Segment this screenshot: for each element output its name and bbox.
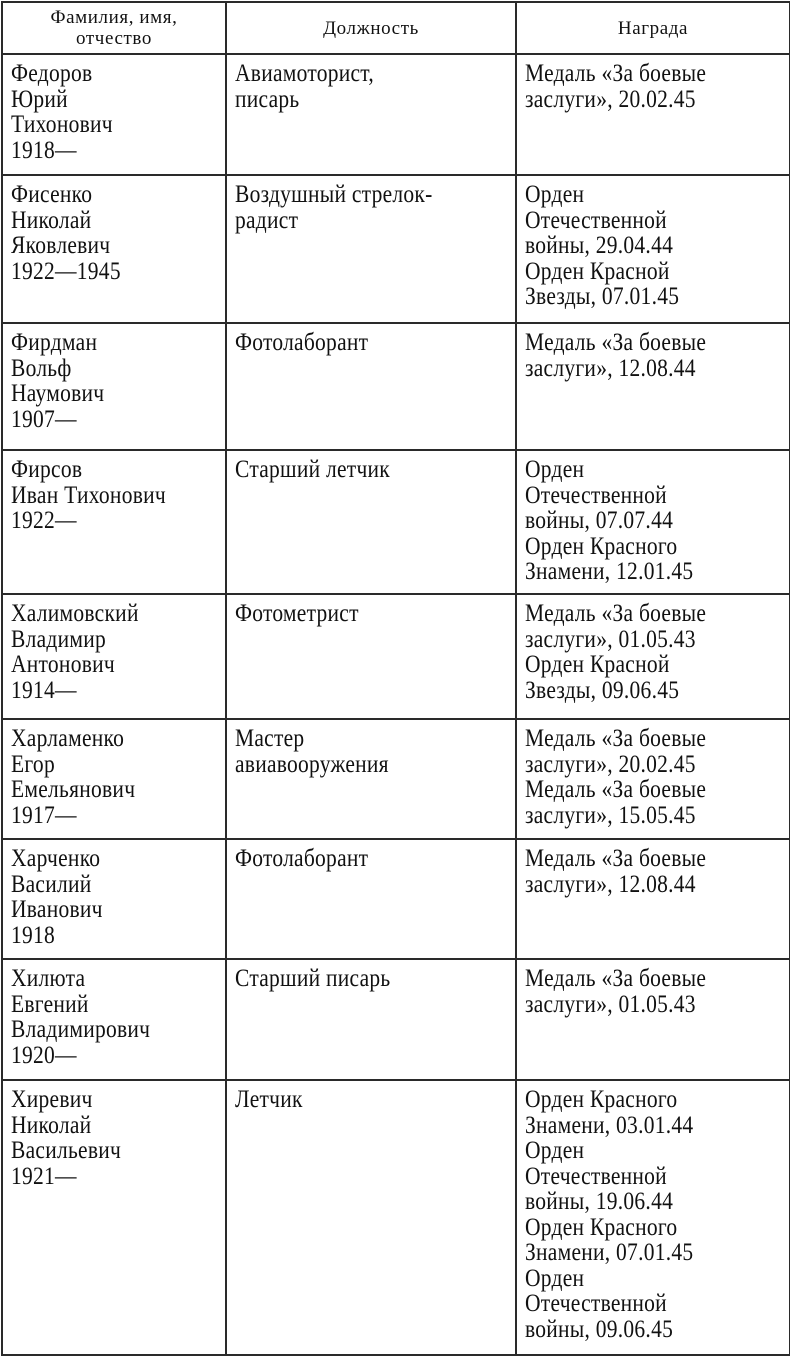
award-cell-line: Отечественной [525,1290,667,1317]
award-cell-line: Медаль «За боевые [525,329,707,356]
position-cell-line: писарь [235,85,300,113]
award-cell-line: заслуги», 20.02.45 [525,85,696,113]
header-name [2,2,226,54]
award-cell-line: Орден Красной [525,651,670,678]
header-name-line1: Фамилия, имя, [50,7,178,28]
header-name-line2: отчество [76,28,152,49]
name-cell-line: 1920— [11,1041,77,1069]
award-cell [516,839,790,959]
name-cell-line: Фирдман [11,329,98,356]
award-cell-line: Медаль «За боевые [525,600,707,627]
name-cell-line: Владимирович [11,1016,151,1043]
name-cell-line: 1907— [11,405,77,433]
name-cell-line: Наумович [11,380,105,407]
name-cell-line: Василий [11,870,92,898]
award-cell-line: Орден Красного [525,1213,678,1241]
award-cell-line: Звезды, 09.06.45 [525,676,680,704]
award-cell-line: Орден Красной [525,257,670,285]
position-cell [226,323,516,450]
award-cell-line: Знамени, 03.01.44 [525,1111,694,1139]
name-cell-line: 1922—1945 [11,257,121,285]
header-position: Должность [226,2,516,54]
award-cell [516,450,790,594]
award-cell [516,323,790,450]
name-cell [2,959,226,1080]
position-cell-line: Фотометрист [235,600,359,627]
position-cell [226,959,516,1080]
name-cell-line: Хилюта [11,965,86,992]
name-cell-line: Харченко [11,845,101,872]
name-cell-line: Иван Тихонович [11,481,166,509]
position-cell-line: Воздушный стрелок- [235,181,433,208]
name-cell-line: Владимир [11,625,106,653]
award-cell-line: заслуги», 12.08.44 [525,354,696,382]
name-cell-line: 1918 [11,921,56,949]
position-cell [226,175,516,323]
award-cell-content [525,1087,745,1342]
name-cell [2,323,226,450]
table-row [2,54,790,175]
award-cell-line: заслуги», 01.05.43 [525,625,696,653]
name-cell-content [11,846,188,948]
position-cell-content [235,1087,469,1113]
position-cell-line: Старший писарь [235,965,391,992]
award-cell-content [525,330,745,381]
table-row [2,594,790,719]
award-cell [516,1080,790,1355]
position-cell-line: Мастер [235,725,305,752]
award-cell-line: заслуги», 20.02.45 [525,750,696,778]
name-cell-line: Евгений [11,990,89,1018]
header-row [2,2,790,54]
award-cell-line: заслуги», 01.05.43 [525,990,696,1018]
name-cell-line: Антонович [11,651,115,678]
position-cell [226,839,516,959]
position-cell-content [235,726,469,777]
name-cell-line: Федоров [11,60,93,87]
position-cell [226,719,516,839]
award-cell-line: Медаль «За боевые [525,776,707,803]
table-row [2,959,790,1080]
name-cell [2,175,226,323]
table-row [2,323,790,450]
name-cell-content [11,601,188,703]
name-cell-line: Вольф [11,354,72,382]
position-cell-line: Летчик [235,1086,303,1113]
name-cell [2,1080,226,1355]
position-cell-content [235,61,469,112]
name-cell-line: Фирсов [11,456,83,483]
table-row [2,719,790,839]
position-cell [226,594,516,719]
position-cell-content [235,457,469,483]
position-cell-line: Старший летчик [235,456,391,483]
award-cell [516,54,790,175]
award-cell-line: Медаль «За боевые [525,965,707,992]
position-cell [226,54,516,175]
award-cell-line: заслуги», 12.08.44 [525,870,696,898]
name-cell-line: Хиревич [11,1086,93,1113]
position-cell-content [235,966,469,992]
name-cell-line: Фисенко [11,181,93,208]
award-cell-line: Орден [525,1137,585,1164]
name-cell-content [11,966,188,1068]
award-cell-line: Медаль «За боевые [525,725,707,752]
name-cell-line: Яковлевич [11,232,111,259]
name-cell-line: Юрий [11,85,68,113]
award-cell-content [525,846,745,897]
position-cell-content [235,330,469,356]
award-cell-line: заслуги», 15.05.45 [525,801,696,829]
name-cell-content [11,726,188,828]
name-cell-line: 1918— [11,136,77,164]
award-cell-line: Медаль «За боевые [525,60,707,87]
award-cell-line: Отечественной [525,1162,667,1190]
name-cell-line: 1921— [11,1162,77,1190]
position-cell-content [235,601,469,627]
position-cell-line: Авиамоторист, [235,60,374,87]
award-cell-content [525,61,745,112]
name-cell-line: Егор [11,750,55,778]
name-cell [2,594,226,719]
position-cell [226,450,516,594]
award-cell-content [525,601,745,703]
award-cell-content [525,457,745,585]
awards-table [1,1,790,1356]
name-cell [2,719,226,839]
name-cell-line: Иванович [11,896,103,923]
award-cell-line: войны, 07.07.44 [525,507,674,534]
award-cell-line: Орден Красного [525,532,678,560]
award-cell-line: Знамени, 07.01.45 [525,1239,694,1266]
award-cell-line: Отечественной [525,206,667,234]
award-cell-line: Орден [525,1264,585,1292]
award-cell-line: Медаль «За боевые [525,845,707,872]
name-cell-line: Васильевич [11,1137,122,1164]
name-cell [2,54,226,175]
table-body [2,54,790,1355]
name-cell-line: Халимовский [11,600,139,627]
table-row [2,839,790,959]
award-cell-line: Знамени, 12.01.45 [525,558,694,585]
award-cell-line: Орден [525,456,585,483]
header-award: Награда [516,2,790,54]
name-cell-content [11,61,188,163]
table-row [2,1080,790,1355]
position-cell-content [235,846,469,872]
name-cell-line: Тихонович [11,111,113,138]
position-cell-line: радист [235,206,299,234]
table-row [2,450,790,594]
award-cell-line: Орден [525,181,585,208]
award-cell-line: Орден Красного [525,1086,678,1113]
name-cell-line: Харламенко [11,725,125,752]
name-cell [2,450,226,594]
position-cell-line: Фотолаборант [235,845,369,872]
name-cell [2,839,226,959]
award-cell-line: Отечественной [525,481,667,509]
award-cell [516,175,790,323]
name-cell-content [11,457,188,534]
award-cell-line: Звезды, 07.01.45 [525,283,680,310]
award-cell [516,719,790,839]
award-cell-line: войны, 29.04.44 [525,232,674,259]
position-cell [226,1080,516,1355]
position-cell-line: авиавооружения [235,750,389,778]
position-cell-content [235,182,469,233]
name-cell-line: Николай [11,206,92,234]
name-cell-line: 1917— [11,801,77,829]
name-cell-content [11,1087,188,1189]
name-cell-line: 1914— [11,676,77,704]
name-cell-content [11,330,188,432]
position-cell-line: Фотолаборант [235,329,369,356]
name-cell-line: Николай [11,1111,92,1139]
award-cell [516,959,790,1080]
name-cell-line: Емельянович [11,776,136,803]
award-cell-content [525,726,745,828]
award-cell [516,594,790,719]
award-cell-line: войны, 09.06.45 [525,1315,674,1343]
award-cell-line: войны, 19.06.44 [525,1188,674,1215]
table-row [2,175,790,323]
name-cell-line: 1922— [11,507,77,534]
award-cell-content [525,182,745,310]
award-cell-content [525,966,745,1017]
name-cell-content [11,182,188,284]
